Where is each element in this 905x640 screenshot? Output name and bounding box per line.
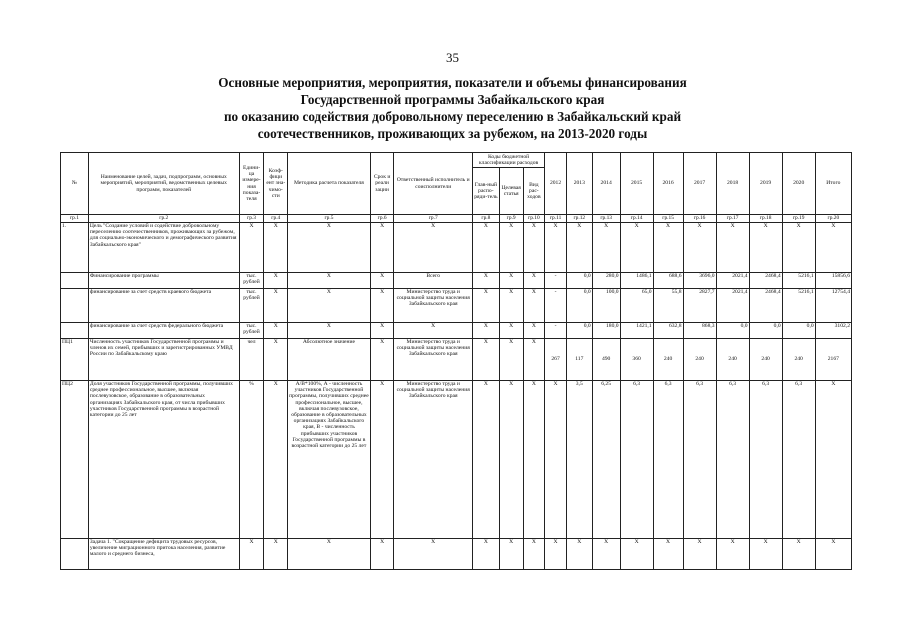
goal-cell: X — [523, 223, 545, 273]
fin-federal-value: 632,8 — [653, 323, 683, 339]
fin-total-value: 0,0 — [566, 273, 592, 289]
col-number: гр.2 — [88, 215, 239, 223]
pc1-value: 240 — [653, 339, 683, 381]
title-line-4: соотечественников, проживающих за рубежом, на 2013-2020 годы — [257, 126, 648, 141]
task1-cell: X — [620, 539, 653, 570]
header-name: Наименование целей, задач, подпрограмм, основных мероприятий, мероприятий, ведомственных целевых программ, показателей — [88, 153, 239, 215]
fin-federal-unit: тыс. рублей — [239, 323, 264, 339]
fin-regional-term: X — [370, 289, 394, 323]
col-number: гр.10 — [523, 215, 545, 223]
col-number: гр.16 — [683, 215, 716, 223]
fin-regional-value: - — [545, 289, 567, 323]
document-title — [100, 74, 805, 142]
goal-cell: X — [749, 223, 782, 273]
col-number: гр.20 — [815, 215, 851, 223]
fin-total-value: 5216,1 — [782, 273, 815, 289]
fin-federal-method: X — [288, 323, 371, 339]
pc1-value: 240 — [716, 339, 749, 381]
task1-cell: X — [592, 539, 620, 570]
header-code-main: Глав-ный распо-ряди-тель — [472, 168, 499, 215]
task1-row — [61, 539, 852, 570]
fin-federal-term: X — [370, 323, 394, 339]
col-number: гр.13 — [592, 215, 620, 223]
fin-regional-name: финансирование за счет средств краевого бюджета — [88, 289, 239, 323]
column-number-row — [61, 215, 852, 223]
col-number: гр.19 — [782, 215, 815, 223]
goal-cell: X — [566, 223, 592, 273]
goal-cell: X — [394, 223, 472, 273]
goal-cell: X — [782, 223, 815, 273]
fin-regional-code-article: X — [499, 289, 523, 323]
fin-regional-code-main: X — [472, 289, 499, 323]
header-year-2015: 2015 — [620, 153, 653, 215]
header-code-type: Вид рас-ходов — [523, 168, 545, 215]
title-line-1: Основные мероприятия, мероприятия, показатели и объемы финансирования — [218, 75, 687, 90]
pc1-code-main: X — [472, 339, 499, 381]
pc2-name: Доля участников Государственной программы, получивших среднее профессиональное, высшее, включая послевузовское, образование в образовательных организациях Забайкальского края, от числа прибывших участников Государственной программы в возрастной категории до 25 лет — [88, 381, 239, 539]
page-number: 35 — [446, 50, 459, 65]
task1-cell: X — [545, 539, 567, 570]
goal-no: 1. — [61, 223, 89, 273]
header-no: № — [61, 153, 89, 215]
header-term: Срок и реали зации — [370, 153, 394, 215]
goal-cell: X — [620, 223, 653, 273]
header-total: Итого — [815, 153, 851, 215]
pc2-value: 6,3 — [749, 381, 782, 539]
goal-cell: X — [370, 223, 394, 273]
col-number: гр.14 — [620, 215, 653, 223]
task1-cell: X — [394, 539, 472, 570]
goal-cell: X — [472, 223, 499, 273]
task1-cell: X — [653, 539, 683, 570]
pc1-value: 117 — [566, 339, 592, 381]
fin-total-value: 2468,4 — [749, 273, 782, 289]
pc1-executor: Министерство труда и социальной защиты населения Забайкальского края — [394, 339, 472, 381]
fin-federal-name: финансирование за счет средств федерального бюджета — [88, 323, 239, 339]
fin-federal-row — [61, 323, 852, 339]
fin-total-no — [61, 273, 89, 289]
pc1-code-type: X — [523, 339, 545, 381]
fin-regional-no — [61, 289, 89, 323]
task1-name: Задача 1. "Сокращение дефицита трудовых ресурсов, увеличение миграционного притока населения, развитие малого и среднего бизнеса, — [88, 539, 239, 570]
fin-total-value: 3696,0 — [683, 273, 716, 289]
pc2-value: X — [545, 381, 567, 539]
task1-cell: X — [782, 539, 815, 570]
pc2-value: 6,3 — [653, 381, 683, 539]
pc2-value: 6,3 — [782, 381, 815, 539]
header-code-article: Целевая статья — [499, 168, 523, 215]
col-number: гр.5 — [288, 215, 371, 223]
fin-federal-value: 0,0 — [716, 323, 749, 339]
fin-regional-coef: X — [264, 289, 288, 323]
fin-regional-row — [61, 289, 852, 323]
pc2-term: X — [370, 381, 394, 539]
title-line-2: Государственной программы Забайкальского края — [300, 92, 605, 107]
fin-total-name: Финансирование программы — [88, 273, 239, 289]
fin-regional-value: 2827,7 — [683, 289, 716, 323]
goal-row — [61, 223, 852, 273]
col-number: гр.17 — [716, 215, 749, 223]
header-year-2013: 2013 — [566, 153, 592, 215]
goal-cell: X — [592, 223, 620, 273]
pc2-value: 3,5 — [566, 381, 592, 539]
goal-cell: X — [815, 223, 851, 273]
pc2-value: X — [815, 381, 851, 539]
task1-cell: X — [288, 539, 371, 570]
col-number: гр.1 — [61, 215, 89, 223]
fin-regional-method: X — [288, 289, 371, 323]
header-year-2012: 2012 — [545, 153, 567, 215]
fin-total-value: - — [545, 273, 567, 289]
fin-regional-value: 65,0 — [620, 289, 653, 323]
pc1-unit: чел — [239, 339, 264, 381]
fin-total-code-type: X — [523, 273, 545, 289]
pc2-coef: X — [264, 381, 288, 539]
task1-cell: X — [370, 539, 394, 570]
pc2-unit: % — [239, 381, 264, 539]
pc2-executor: Министерство труда и социальной защиты населения Забайкальского края — [394, 381, 472, 539]
fin-total-term: X — [370, 273, 394, 289]
pc1-value: 360 — [620, 339, 653, 381]
fin-regional-value: 2021,4 — [716, 289, 749, 323]
goal-cell: X — [653, 223, 683, 273]
fin-federal-value: 3102,2 — [815, 323, 851, 339]
col-number: гр.8 — [472, 215, 499, 223]
fin-federal-value: 0,0 — [749, 323, 782, 339]
goal-cell: X — [499, 223, 523, 273]
fin-federal-value: 0,0 — [566, 323, 592, 339]
fin-total-value: 1486,1 — [620, 273, 653, 289]
fin-regional-code-type: X — [523, 289, 545, 323]
col-number: гр.7 — [394, 215, 472, 223]
header-year-2016: 2016 — [653, 153, 683, 215]
col-number: гр.6 — [370, 215, 394, 223]
pc1-value: 240 — [749, 339, 782, 381]
task1-cell: X — [566, 539, 592, 570]
goal-cell: X — [716, 223, 749, 273]
task1-cell: X — [683, 539, 716, 570]
col-number: гр.11 — [545, 215, 567, 223]
col-number: гр.15 — [653, 215, 683, 223]
task1-cell: X — [499, 539, 523, 570]
fin-regional-value: 55,8 — [653, 289, 683, 323]
header-unit: Едини-ца измере-ния показа-теля — [239, 153, 264, 215]
fin-total-value: 15856,6 — [815, 273, 851, 289]
goal-cell: X — [239, 223, 264, 273]
col-number: гр.18 — [749, 215, 782, 223]
task1-cell: X — [749, 539, 782, 570]
fin-total-executor: Всего — [394, 273, 472, 289]
pc1-name: Численность участников Государственной программы и членов их семей, прибывших и зарегистрированных УМВД России по Забайкальскому краю — [88, 339, 239, 381]
pc1-value: 240 — [782, 339, 815, 381]
fin-regional-executor: Министерство труда и социальной защиты населения Забайкальского края — [394, 289, 472, 323]
task1-cell: X — [239, 539, 264, 570]
fin-federal-value: 868,3 — [683, 323, 716, 339]
fin-total-row — [61, 273, 852, 289]
pc1-method: Абсолютное значение — [288, 339, 371, 381]
pc2-code-article: X — [499, 381, 523, 539]
header-codes-group: Коды бюджетной классификации расходов — [472, 153, 544, 168]
fin-regional-value: 5216,1 — [782, 289, 815, 323]
program-table — [60, 152, 852, 570]
fin-federal-executor: X — [394, 323, 472, 339]
goal-name: Цель "Создание условий и содействие добровольному переселению соотечественников, проживающих за рубежом, для социально-экономического и демографического развития Забайкальского края" — [88, 223, 239, 273]
header-year-2014: 2014 — [592, 153, 620, 215]
pc2-code-main: X — [472, 381, 499, 539]
pc1-no: ПЦ1 — [61, 339, 89, 381]
fin-total-value: 280,0 — [592, 273, 620, 289]
pc1-value: 240 — [683, 339, 716, 381]
task1-cell: X — [716, 539, 749, 570]
header-year-2019: 2019 — [749, 153, 782, 215]
pc2-value: 6,3 — [716, 381, 749, 539]
fin-federal-code-article: X — [499, 323, 523, 339]
fin-regional-value: 12754,4 — [815, 289, 851, 323]
goal-cell: X — [683, 223, 716, 273]
pc2-value: 6,25 — [592, 381, 620, 539]
fin-federal-value: 180,0 — [592, 323, 620, 339]
pc1-coef: X — [264, 339, 288, 381]
header-year-2018: 2018 — [716, 153, 749, 215]
fin-federal-value: - — [545, 323, 567, 339]
fin-total-code-main: X — [472, 273, 499, 289]
header-method: Методика расчета показателя — [288, 153, 371, 215]
fin-regional-value: 2468,4 — [749, 289, 782, 323]
fin-federal-value: 1421,1 — [620, 323, 653, 339]
header-coef: Коэф-фици ент зна-чимо-сти — [264, 153, 288, 215]
pc1-row — [61, 339, 852, 381]
pc2-code-type: X — [523, 381, 545, 539]
fin-total-value: 2021,4 — [716, 273, 749, 289]
task1-cell: X — [472, 539, 499, 570]
task1-no — [61, 539, 89, 570]
pc1-value: 267 — [545, 339, 567, 381]
col-number: гр.4 — [264, 215, 288, 223]
fin-total-unit: тыс. рублей — [239, 273, 264, 289]
goal-cell: X — [264, 223, 288, 273]
task1-cell: X — [523, 539, 545, 570]
fin-regional-value: 100,0 — [592, 289, 620, 323]
col-number: гр.12 — [566, 215, 592, 223]
pc1-term: X — [370, 339, 394, 381]
pc2-method: A/B*100%, А - численность участников Государственной программы, получивших среднее профессиональное, высшее, включая послевузовское, образование в образовательных организациях Забайкальского края, В - численность прибывших участников Государственной программы в возрастной категории до 25 лет — [288, 381, 371, 539]
pc2-value: 6,3 — [620, 381, 653, 539]
fin-total-code-article: X — [499, 273, 523, 289]
task1-cell: X — [815, 539, 851, 570]
goal-cell: X — [545, 223, 567, 273]
pc2-value: 6,3 — [683, 381, 716, 539]
title-line-3: по оказанию содействия добровольному переселению в Забайкальский край — [223, 109, 682, 124]
pc1-value: 2167 — [815, 339, 851, 381]
fin-federal-code-main: X — [472, 323, 499, 339]
header-executor: Ответственный исполнитель и соисполнители — [394, 153, 472, 215]
fin-federal-no — [61, 323, 89, 339]
task1-cell: X — [264, 539, 288, 570]
fin-regional-unit: тыс. рублей — [239, 289, 264, 323]
col-number: гр.3 — [239, 215, 264, 223]
goal-cell: X — [288, 223, 371, 273]
pc2-no: ПЦ2 — [61, 381, 89, 539]
header-year-2017: 2017 — [683, 153, 716, 215]
fin-federal-coef: X — [264, 323, 288, 339]
fin-total-coef: X — [264, 273, 288, 289]
header-row-1 — [61, 153, 852, 168]
col-number: гр.9 — [499, 215, 523, 223]
fin-total-value: 688,6 — [653, 273, 683, 289]
pc1-value: 490 — [592, 339, 620, 381]
fin-federal-value: 0,0 — [782, 323, 815, 339]
fin-regional-value: 0,0 — [566, 289, 592, 323]
header-year-2020: 2020 — [782, 153, 815, 215]
fin-federal-code-type: X — [523, 323, 545, 339]
pc1-code-article: X — [499, 339, 523, 381]
pc2-row — [61, 381, 852, 539]
fin-total-method: X — [288, 273, 371, 289]
